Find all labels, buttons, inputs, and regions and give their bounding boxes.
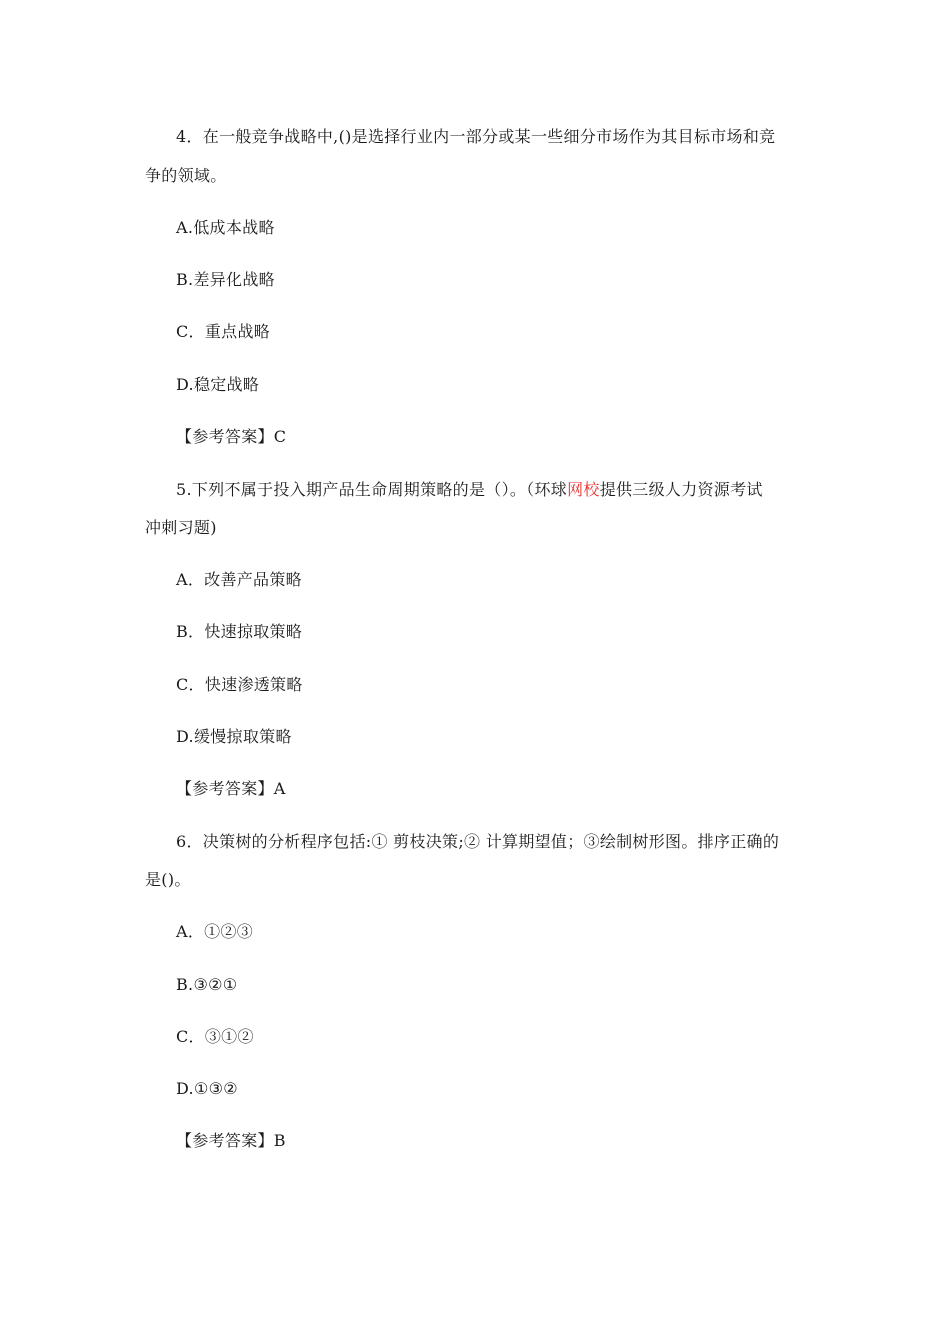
question-6-option-c: C．③①② [176,1027,254,1046]
question-4-option-d: D.稳定战略 [176,375,260,394]
question-5-option-d: D.缓慢掠取策略 [176,727,292,746]
question-5-stem-text-before: 5.下列不属于投入期产品生命周期策略的是（）。（环球 [176,480,568,499]
question-4-option-a: A.低成本战略 [176,218,275,237]
question-5-option-b: B．快速掠取策略 [176,622,303,641]
question-5-highlight-link[interactable]: 网校 [567,480,600,499]
question-6-stem-line-2: 是()。 [145,870,191,889]
question-5-option-a: A．改善产品策略 [176,570,302,589]
question-4-answer: 【参考答案】C [176,427,287,446]
question-4-stem-line-2: 争的领域。 [145,166,227,185]
question-6-stem-line-1: 6．决策树的分析程序包括:① 剪枝决策;② 计算期望值；③绘制树形图。排序正确的 [176,832,780,851]
question-6-option-b: B.③②① [176,975,238,994]
question-4-option-b: B.差异化战略 [176,270,275,289]
question-5-answer: 【参考答案】A [176,779,286,798]
question-6-option-d: D.①③② [176,1079,238,1098]
question-5-stem-text-after: 提供三级人力资源考试 [599,480,763,499]
question-5-option-c: C．快速渗透策略 [176,675,303,694]
question-6-answer: 【参考答案】B [176,1131,286,1150]
question-5-stem-line-2: 冲刺习题) [145,518,217,537]
question-4-stem-line-1: 4．在一般竞争战略中,()是选择行业内一部分或某一些细分市场作为其目标市场和竞 [176,127,776,146]
question-6-option-a: A．①②③ [176,922,254,941]
question-4-option-c: C．重点战略 [176,322,271,341]
question-5-stem-line-1 [145,480,841,500]
